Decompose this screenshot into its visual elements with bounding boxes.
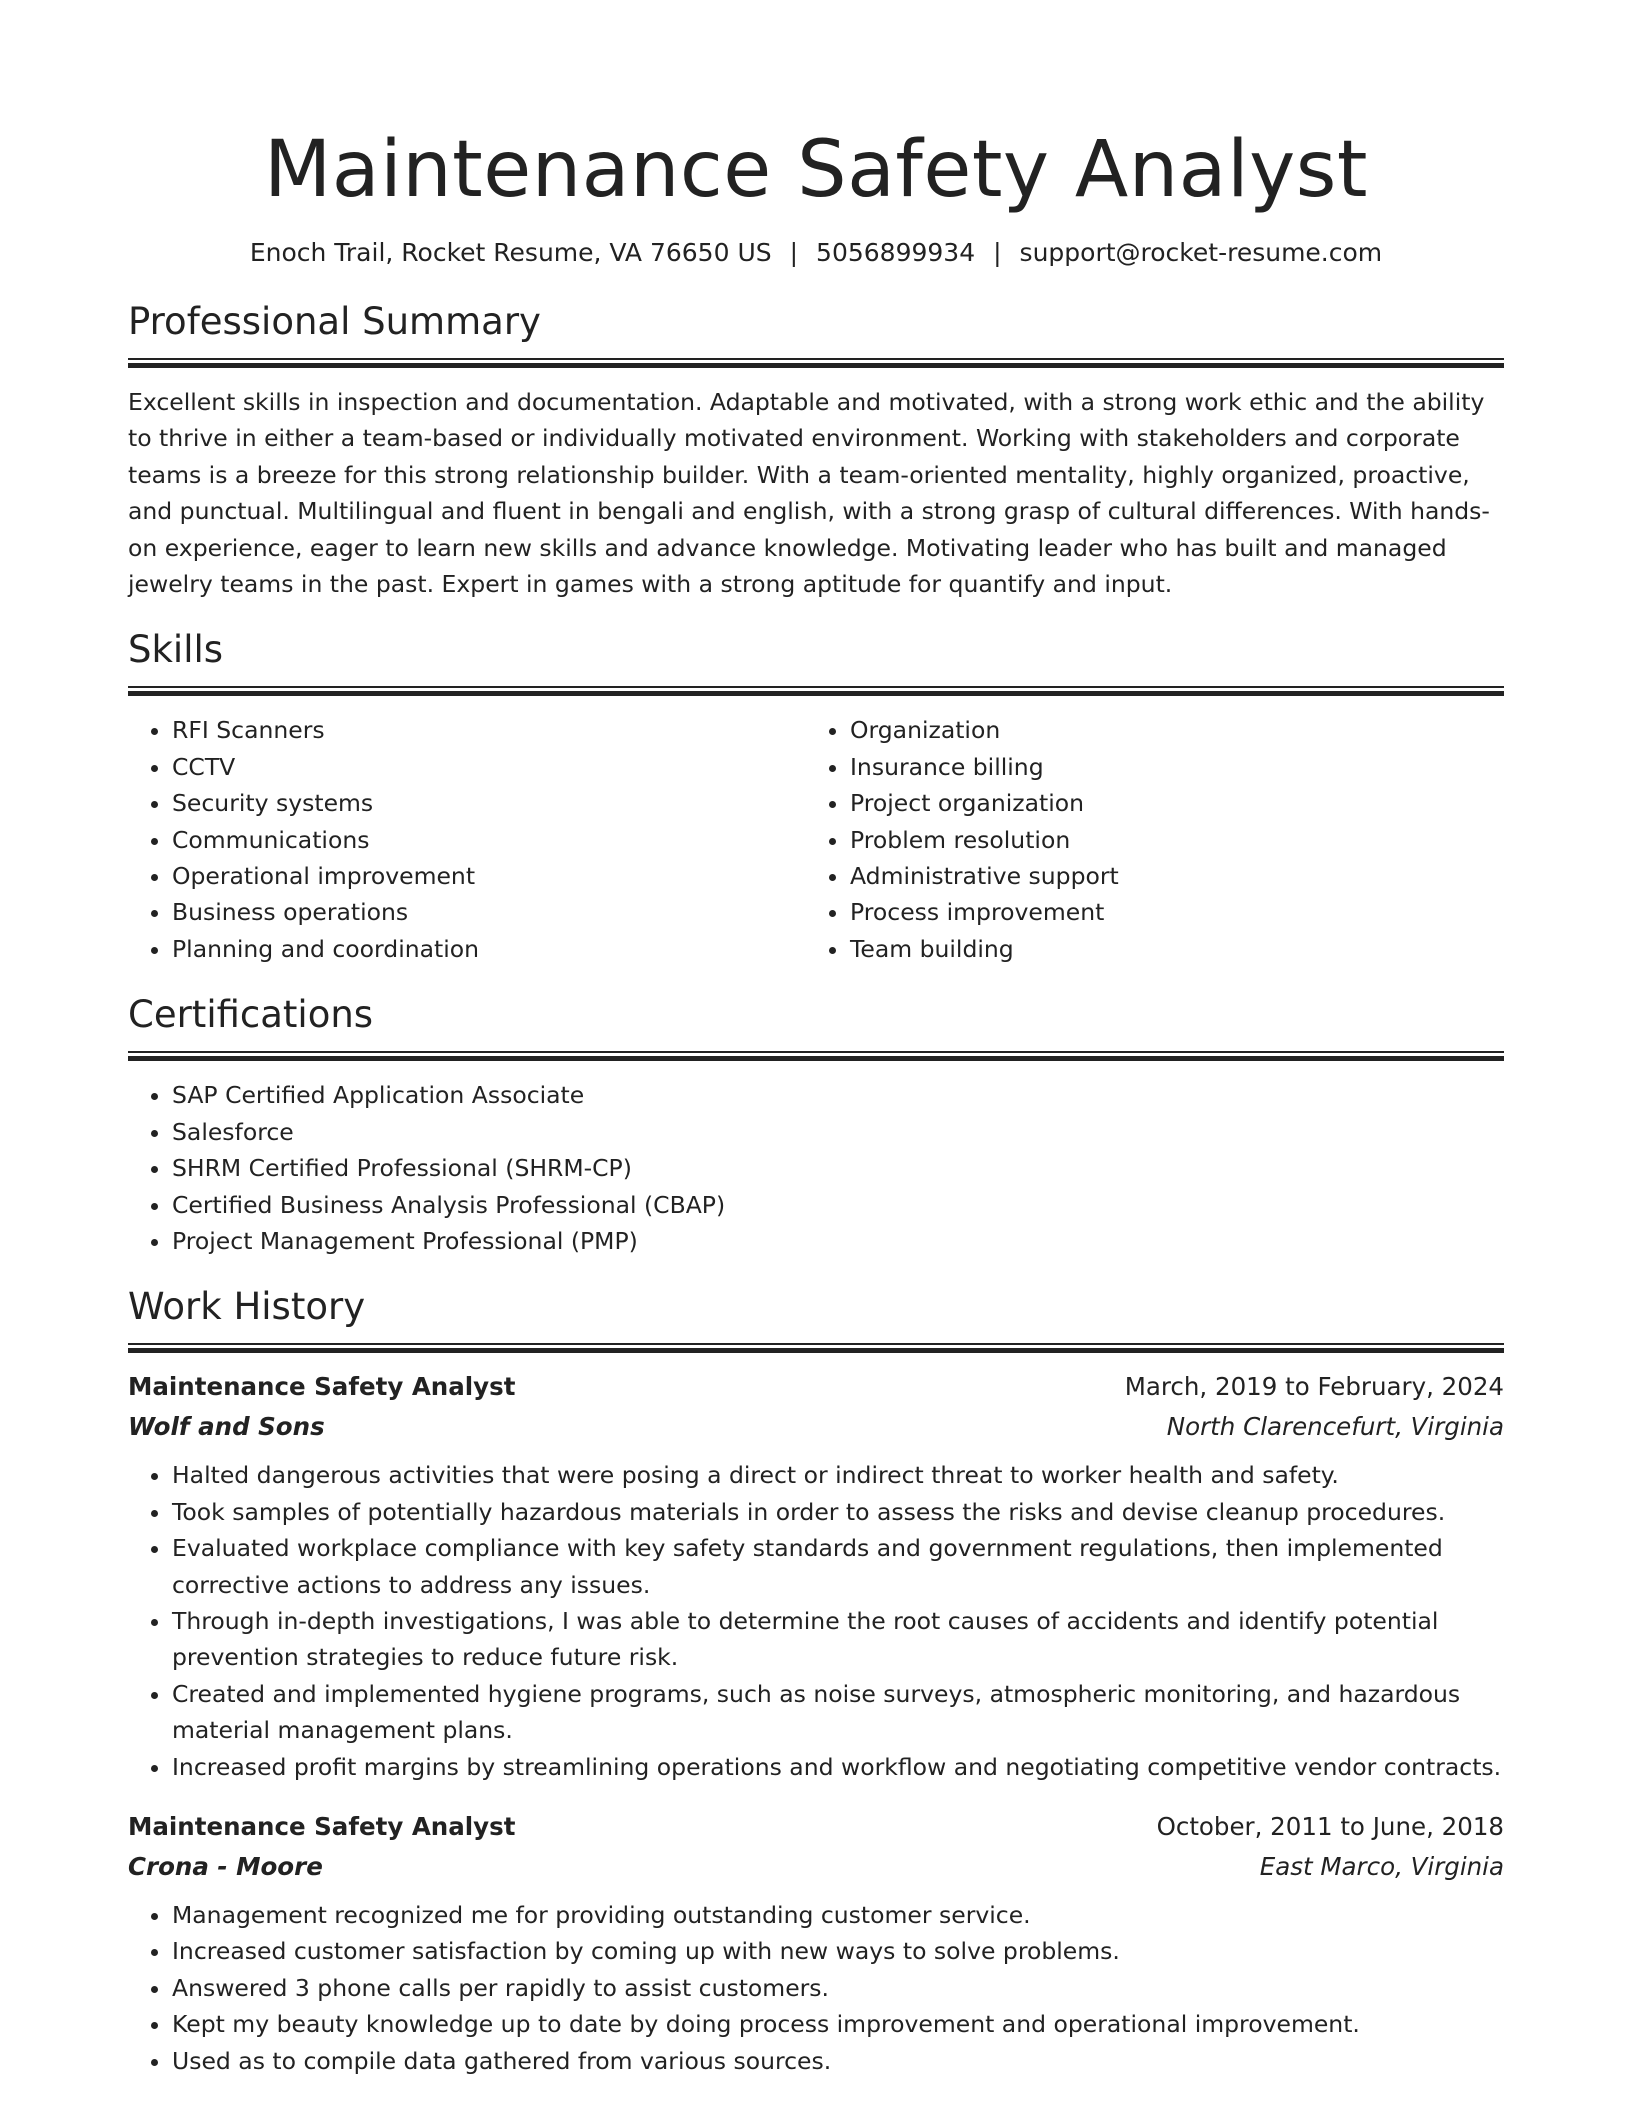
skill-item: • Security systems [172, 785, 806, 821]
skill-item: • Project organization [850, 785, 1484, 821]
section-divider [128, 1343, 1504, 1353]
job-bullet: • Created and implemented hygiene programs, such as noise surveys, atmospheric monitoring, and hazardous material management plans. [172, 1676, 1504, 1749]
certification-item: • Salesforce [172, 1114, 1504, 1150]
job-bullet: • Answered 3 phone calls per rapidly to assist customers. [172, 1970, 1504, 2006]
skills-section [128, 626, 1504, 967]
skills-columns [128, 712, 1504, 967]
skill-item: • Planning and coordination [172, 931, 806, 967]
certification-item: • SHRM Certified Professional (SHRM-CP) [172, 1150, 1504, 1186]
job-title: Maintenance Safety Analyst [128, 1372, 516, 1402]
skill-item: • Operational improvement [172, 858, 806, 894]
job-dates: March, 2019 to February, 2024 [1124, 1372, 1504, 1402]
job-bullets [128, 1897, 1504, 2079]
job-bullet: • Evaluated workplace compliance with key safety standards and government regulations, then implemented corrective actions to address any issues. [172, 1530, 1504, 1603]
job-bullet: • Took samples of potentially hazardous materials in order to assess the risks and devise cleanup procedures. [172, 1494, 1504, 1530]
job-subheader [128, 1407, 1504, 1447]
job-bullet: • Management recognized me for providing outstanding customer service. [172, 1897, 1504, 1933]
contact-email: support@rocket-resume.com [1019, 238, 1383, 267]
job-location: East Marco, Virginia [1259, 1851, 1504, 1881]
job-bullet: • Through in-depth investigations, I was able to determine the root causes of accidents and identify potential prevention strategies to reduce future risk. [172, 1603, 1504, 1676]
job-bullet: • Halted dangerous activities that were posing a direct or indirect threat to worker health and safety. [172, 1457, 1504, 1493]
job-company: Wolf and Sons [128, 1412, 325, 1442]
job-title: Maintenance Safety Analyst [128, 1811, 516, 1841]
skill-item: • Administrative support [850, 858, 1484, 894]
resume-page [128, 0, 1504, 2079]
section-divider [128, 1051, 1504, 1061]
job-location: North Clarencefurt, Virginia [1166, 1412, 1504, 1442]
job-bullet: • Used as to compile data gathered from various sources. [172, 2043, 1504, 2079]
job-bullet: • Increased profit margins by streamlining operations and workflow and negotiating competitive vendor contracts. [172, 1749, 1504, 1785]
section-title-work: Work History [128, 1285, 366, 1329]
skill-item: • Communications [172, 822, 806, 858]
certification-item: • SAP Certified Application Associate [172, 1077, 1504, 1113]
work-section [128, 1283, 1504, 2079]
certification-item: • Certified Business Analysis Professional (CBAP) [172, 1187, 1504, 1223]
contact-address: Enoch Trail, Rocket Resume, VA 76650 US [249, 238, 772, 267]
job-header [128, 1367, 1504, 1407]
contact-line [128, 236, 1504, 270]
job-subheader [128, 1847, 1504, 1887]
skills-column-right [806, 712, 1484, 967]
certifications-list [128, 1077, 1504, 1259]
contact-separator: | [993, 238, 1002, 267]
job-entry [128, 1807, 1504, 2079]
skill-item: • Problem resolution [850, 822, 1484, 858]
job-header [128, 1807, 1504, 1847]
skill-item: • RFI Scanners [172, 712, 806, 748]
job-bullet: • Kept my beauty knowledge up to date by doing process improvement and operational improvement. [172, 2006, 1504, 2042]
skill-item: • Business operations [172, 894, 806, 930]
job-company: Crona - Moore [128, 1851, 323, 1881]
job-entry [128, 1367, 1504, 1785]
section-title-skills: Skills [128, 628, 224, 672]
job-dates: October, 2011 to June, 2018 [1156, 1811, 1504, 1841]
skill-item: • Insurance billing [850, 749, 1484, 785]
resume-name: Maintenance Safety Analyst [263, 125, 1369, 215]
contact-phone: 5056899934 [816, 238, 976, 267]
section-divider [128, 686, 1504, 696]
summary-text: Excellent skills in inspection and documentation. Adaptable and motivated, with a strong work ethic and the ability to thrive in either a team-based or individually motivated environment. Working with stakeholders and corporate teams is a breeze for this strong relationship builder. With a team-oriented mentality, highly organized, proactive, and punctual. Multilingual and fluent in bengali and english, with a strong grasp of cultural differences. With hands-on experience, eager to learn new skills and advance knowledge. Motivating leader who has built and managed jewelry teams in the past. Expert in games with a strong aptitude for quantify and input. [128, 388, 1490, 599]
certification-item: • Project Management Professional (PMP) [172, 1223, 1504, 1259]
summary-section [128, 298, 1504, 602]
certifications-section [128, 991, 1504, 1259]
section-title-summary: Professional Summary [128, 300, 541, 343]
job-bullets [128, 1457, 1504, 1785]
skill-item: • CCTV [172, 749, 806, 785]
contact-separator: | [789, 238, 799, 267]
skills-column-left [128, 712, 806, 967]
job-bullet: • Increased customer satisfaction by coming up with new ways to solve problems. [172, 1933, 1504, 1969]
section-divider [128, 358, 1504, 368]
skill-item: • Team building [850, 931, 1484, 967]
skill-item: • Process improvement [850, 894, 1484, 930]
section-title-certifications: Certifications [128, 993, 374, 1037]
skill-item: • Organization [850, 712, 1484, 748]
